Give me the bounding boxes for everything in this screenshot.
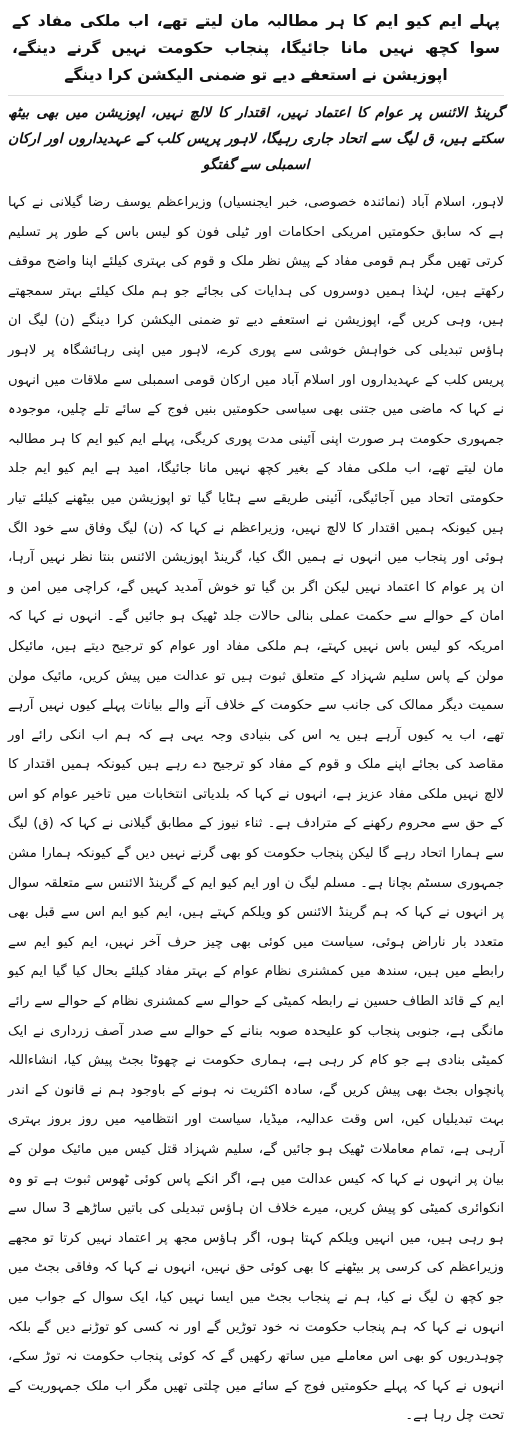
subheadline-block	[8, 95, 504, 182]
subheadline: گرینڈ الائنس پر عوام کا اعتماد نہیں، اقتدار کا لالچ نہیں، اپوزیشن میں بھی بیٹھ سکتے ہیں، ق لیگ سے اتحاد جاری رہیگا، لاہور پریس کلب کے عہدیداروں اور ارکان اسمبلی سے گفتگو	[8, 105, 504, 173]
article-body: لاہور، اسلام آباد (نمائندہ خصوصی، خبر ایجنسیاں) وزیراعظم یوسف رضا گیلانی نے کہا ہے کہ سابق حکومتیں امریکی احکامات اور ٹیلی فون کو لیس باس کے طور پر تسلیم کرتی تھیں مگر ہم قومی مفاد کے پیش نظر ملک و قوم کی بہتری کیلئے اپنا واضح موقف رکھتے ہیں، لہٰذا ہمیں دوسروں کی ہدایات کی بجائے جو ہم ملک کیلئے بہتر سمجھتے ہیں، وہی کریں گے، اپوزیشن نے استعفے دیے تو ضمنی الیکشن کرا دینگے (ن) لیگ ان ہاؤس تبدیلی کی خواہش خوشی سے پوری کرے، لاہور میں اپنی رہائشگاہ پر لاہور پریس کلب کے عہدیداروں اور اسلام آباد میں ارکان قومی اسمبلی سے ملاقات میں انہوں نے کہا کہ ماضی میں جتنی بھی سیاسی حکومتیں بنیں فوج کے سائے تلے چلیں، موجودہ جمہوری حکومت ہر صورت اپنی آئینی مدت پوری کریگی، پہلے ایم کیو ایم کا ہر مطالبہ مان لیتے تھے، اب ملکی مفاد کے بغیر کچھ نہیں مانا جائیگا، امید ہے ایم کیو ایم جلد حکومتی اتحاد میں آجائیگی، آئینی طریقے سے ہٹایا گیا تو اپوزیشن میں بیٹھنے کیلئے تیار ہیں کیونکہ ہمیں اقتدار کا لالچ نہیں، وزیراعظم نے کہا کہ (ن) لیگ وفاق سے خود الگ ہوئی اور پنجاب میں انہوں نے ہمیں الگ کیا، گرینڈ اپوزیشن الائنس بنتا نظر نہیں آرہا، ان پر عوام کا اعتماد نہیں لیکن اگر بن گیا تو خوش آمدید کہیں گے، کراچی میں امن و امان کے حوالے سے حکمت عملی بنالی حالات جلد ٹھیک ہو جائیں گے۔ انہوں نے کہا کہ امریکہ کو لیس باس نہیں کہتے، ہم ملکی مفاد اور عوام کو ترجیح دیتے ہیں، مائیکل مولن کے پاس سلیم شہزاد کے متعلق ثبوت ہیں تو عدالت میں پیش کریں، مائیک مولن سمیت دیگر ممالک کی جانب سے حکومت کے خلاف آنے والے بیانات پہلے کیوں نہیں آرہے تھے، اب یہ کیوں آرہے ہیں یہ اس کی بنیادی وجہ یہی ہے کہ ہم اب انکی رائے اور مقاصد کی بجائے اپنے ملک و قوم کے مفاد کو ترجیح دے رہے ہیں کیونکہ ہمیں اقتدار کا لالچ نہیں ملکی مفاد عزیز ہے، انہوں نے کہا کہ بلدیاتی انتخابات میں تاخیر عوام کو اس کے حق سے محروم رکھنے کے مترادف ہے۔ ثناء نیوز کے مطابق گیلانی نے کہا کہ (ق) لیگ سے ہمارا اتحاد رہے گا لیکن پنجاب حکومت کو بھی گرنے نہیں دیں گے کیونکہ ہمارا مشن جمہوری سسٹم بچانا ہے۔ مسلم لیگ ن اور ایم کیو ایم کے گرینڈ الائنس سے متعلقہ سوال پر انہوں نے کہا کہ ہم گرینڈ الائنس کو ویلکم کہتے ہیں، ایم کیو ایم اس سے قبل بھی متعدد بار ناراض ہوئی، سیاست میں کوئی بھی چیز حرف آخر نہیں، ایم کیو ایم سے رابطے میں ہیں، سندھ میں کمشنری نظام عوام کے بہتر مفاد کیلئے بحال کیا گیا ایم کیو ایم کے قائد الطاف حسین نے رابطہ کمیٹی کے حوالے سے کمشنری نظام کے حوالے سے رائے مانگی ہے، جنوبی پنجاب کو علیحدہ صوبہ بنانے کے حوالے سے صدر آصف زرداری نے ایک کمیٹی بنادی ہے جو کام کر رہی ہے، ہماری حکومت نے چھوٹا بجٹ پیش کیا، انشاءاللہ پانچواں بجٹ بھی پیش کریں گے، سادہ اکثریت نہ ہونے کے باوجود ہم نے قانون کے اندر بہت تبدیلیاں کیں، اس وقت عدالیہ، میڈیا، سیاست اور انتظامیہ میں روز بروز بہتری آرہی ہے، تمام معاملات ٹھیک ہو جائیں گے، سلیم شہزاد قتل کیس میں مائیک مولن کے بیان پر انہوں نے کہا کہ کیس عدالت میں ہے، اگر انکے پاس کوئی ٹھوس ثبوت ہے تو وہ انکوائری کمیٹی کو پیش کریں، میرے خلاف ان ہاؤس تبدیلی کی باتیں ساڑھے 3 سال سے ہو رہی ہیں، میں انہیں ویلکم کہتا ہوں، اگر ہاؤس مجھ پر اعتماد نہیں کرتا تو مجھے وزیراعظم کی کرسی پر بیٹھنے کا بھی کوئی حق نہیں، انہوں نے کہا کہ وفاقی بجٹ میں جو کچھ ن لیگ نے کیا، ہم نے پنجاب بجٹ میں ایسا نہیں کیا، ایک سوال کے جواب میں انہوں نے کہا کہ ہم پنجاب حکومت نہ خود توڑیں گے اور نہ کسی کو توڑنے دیں گے بلکہ چوہدریوں کو بھی اس معاملے میں ساتھ رکھیں گے کہ کوئی پنجاب حکومت نہ توڑ سکے، انہوں نے کہا کہ پہلے حکومتیں فوج کے سائے میں چلتی تھیں مگر اب ملک جمہوریت کے تحت چل رہا ہے۔	[8, 195, 504, 1424]
headline-block	[8, 6, 504, 89]
headline: پہلے ایم کیو ایم کا ہر مطالبہ مان لیتے تھے، اب ملکی مفاد کے سوا کچھ نہیں مانا جائیگا، پنجاب حکومت نہیں گرنے دینگے، اپوزیشن نے استعفے دیے تو ضمنی الیکشن کرا دینگے	[12, 12, 500, 84]
